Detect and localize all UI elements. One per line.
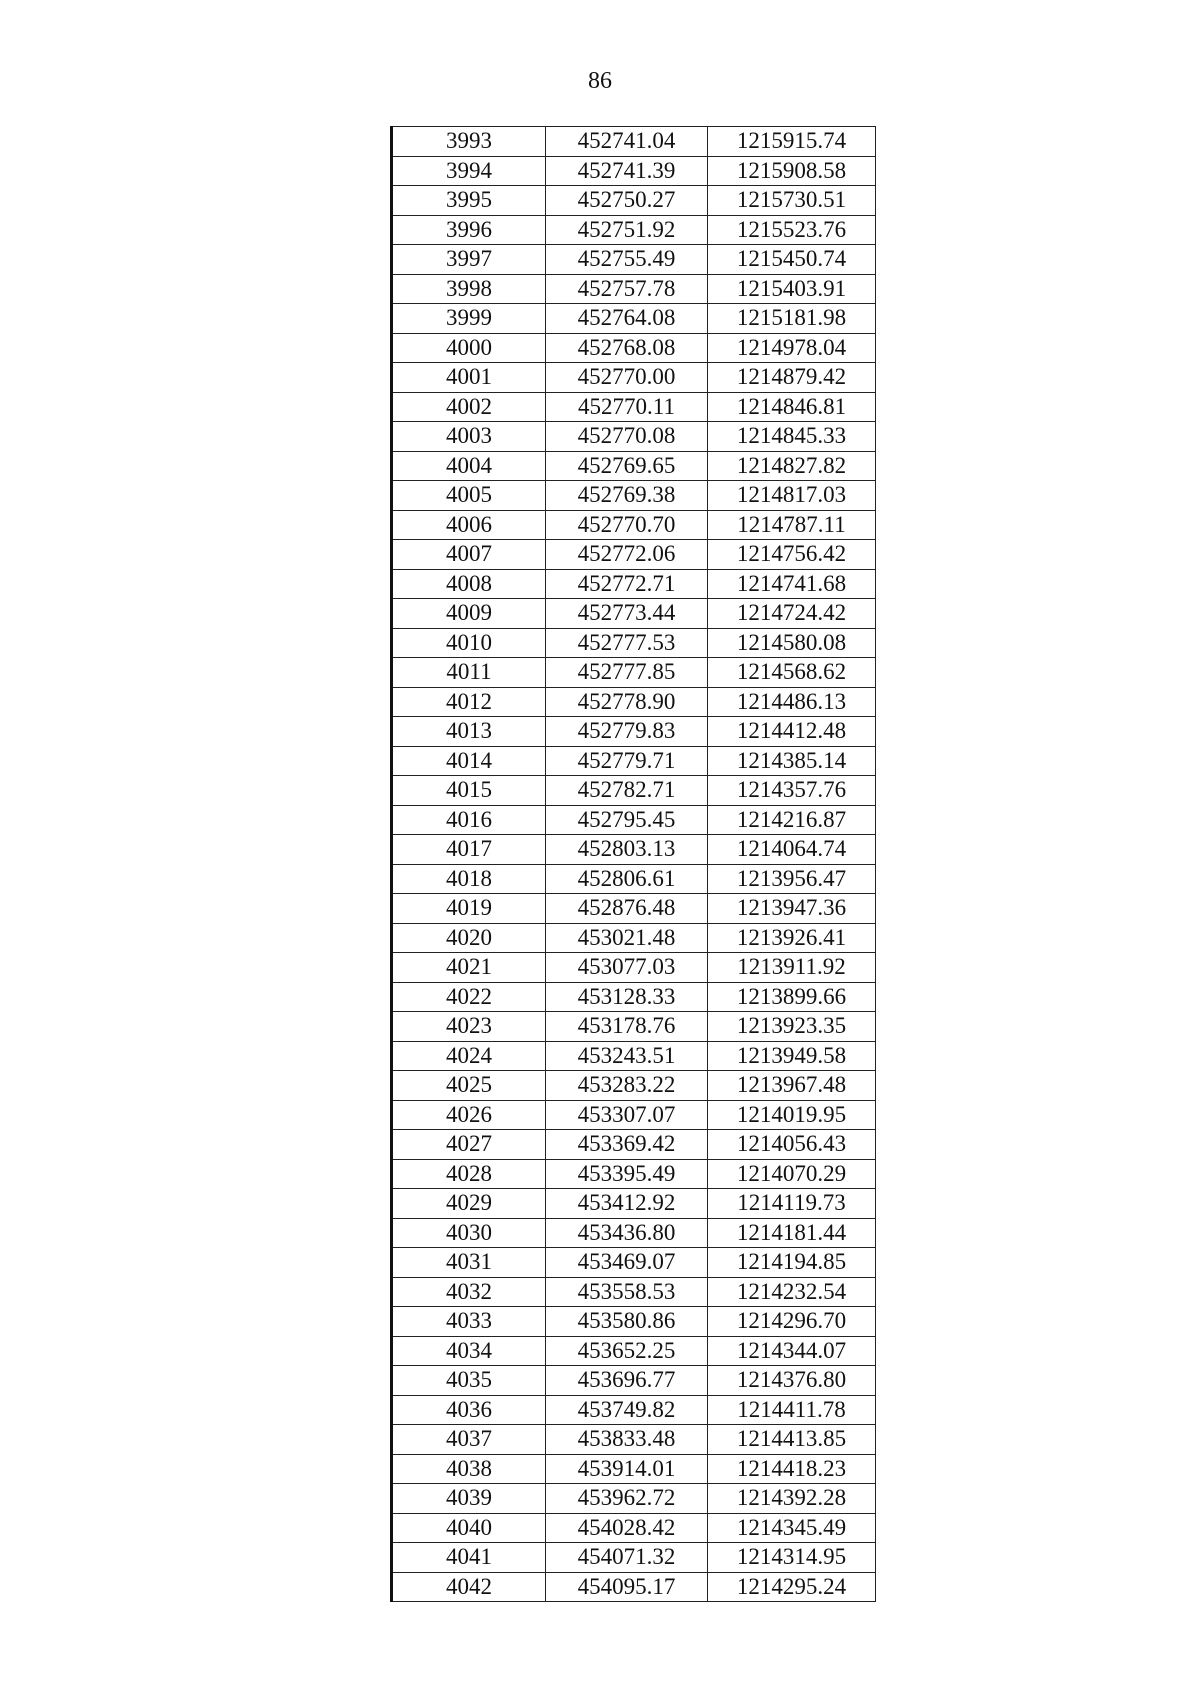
x-coordinate-cell: 452755.49 [546, 245, 708, 275]
point-number-cell: 4035 [392, 1366, 546, 1396]
y-coordinate-cell: 1214295.24 [708, 1572, 876, 1602]
table-row [392, 982, 876, 1012]
coordinates-table [390, 126, 876, 1602]
table-row [392, 1218, 876, 1248]
table-row [392, 776, 876, 806]
x-coordinate-cell: 454071.32 [546, 1543, 708, 1573]
y-coordinate-cell: 1214741.68 [708, 569, 876, 599]
table-row [392, 481, 876, 511]
point-number-cell: 4038 [392, 1454, 546, 1484]
table-row [392, 1543, 876, 1573]
y-coordinate-cell: 1214411.78 [708, 1395, 876, 1425]
y-coordinate-cell: 1214181.44 [708, 1218, 876, 1248]
point-number-cell: 4009 [392, 599, 546, 629]
point-number-cell: 3994 [392, 156, 546, 186]
table-row [392, 363, 876, 393]
table-row [392, 1454, 876, 1484]
x-coordinate-cell: 453558.53 [546, 1277, 708, 1307]
table-row [392, 451, 876, 481]
table-row [392, 1012, 876, 1042]
x-coordinate-cell: 453652.25 [546, 1336, 708, 1366]
y-coordinate-cell: 1214194.85 [708, 1248, 876, 1278]
point-number-cell: 4000 [392, 333, 546, 363]
y-coordinate-cell: 1213947.36 [708, 894, 876, 924]
y-coordinate-cell: 1214846.81 [708, 392, 876, 422]
y-coordinate-cell: 1214296.70 [708, 1307, 876, 1337]
point-number-cell: 4012 [392, 687, 546, 717]
y-coordinate-cell: 1214418.23 [708, 1454, 876, 1484]
point-number-cell: 3993 [392, 127, 546, 157]
table-row [392, 1071, 876, 1101]
table-row [392, 245, 876, 275]
y-coordinate-cell: 1215523.76 [708, 215, 876, 245]
y-coordinate-cell: 1215915.74 [708, 127, 876, 157]
point-number-cell: 4010 [392, 628, 546, 658]
y-coordinate-cell: 1214385.14 [708, 746, 876, 776]
point-number-cell: 4030 [392, 1218, 546, 1248]
table-row [392, 156, 876, 186]
point-number-cell: 4025 [392, 1071, 546, 1101]
x-coordinate-cell: 453369.42 [546, 1130, 708, 1160]
y-coordinate-cell: 1215450.74 [708, 245, 876, 275]
table-row [392, 422, 876, 452]
table-row [392, 864, 876, 894]
point-number-cell: 4005 [392, 481, 546, 511]
x-coordinate-cell: 453178.76 [546, 1012, 708, 1042]
point-number-cell: 3996 [392, 215, 546, 245]
table-row [392, 805, 876, 835]
point-number-cell: 4041 [392, 1543, 546, 1573]
point-number-cell: 4039 [392, 1484, 546, 1514]
table-row [392, 1189, 876, 1219]
point-number-cell: 4006 [392, 510, 546, 540]
point-number-cell: 4037 [392, 1425, 546, 1455]
table-row [392, 1159, 876, 1189]
table-row [392, 953, 876, 983]
y-coordinate-cell: 1214392.28 [708, 1484, 876, 1514]
y-coordinate-cell: 1215403.91 [708, 274, 876, 304]
y-coordinate-cell: 1214787.11 [708, 510, 876, 540]
table-row [392, 510, 876, 540]
y-coordinate-cell: 1214376.80 [708, 1366, 876, 1396]
x-coordinate-cell: 452770.00 [546, 363, 708, 393]
x-coordinate-cell: 453436.80 [546, 1218, 708, 1248]
x-coordinate-cell: 452772.71 [546, 569, 708, 599]
point-number-cell: 4016 [392, 805, 546, 835]
coordinates-table-body [392, 127, 876, 1602]
x-coordinate-cell: 452770.70 [546, 510, 708, 540]
point-number-cell: 4022 [392, 982, 546, 1012]
table-row [392, 127, 876, 157]
table-row [392, 540, 876, 570]
y-coordinate-cell: 1213926.41 [708, 923, 876, 953]
y-coordinate-cell: 1214827.82 [708, 451, 876, 481]
y-coordinate-cell: 1214119.73 [708, 1189, 876, 1219]
point-number-cell: 4001 [392, 363, 546, 393]
x-coordinate-cell: 453962.72 [546, 1484, 708, 1514]
y-coordinate-cell: 1214019.95 [708, 1100, 876, 1130]
point-number-cell: 4014 [392, 746, 546, 776]
x-coordinate-cell: 452876.48 [546, 894, 708, 924]
y-coordinate-cell: 1213956.47 [708, 864, 876, 894]
table-row [392, 717, 876, 747]
x-coordinate-cell: 452772.06 [546, 540, 708, 570]
table-row [392, 274, 876, 304]
table-row [392, 1425, 876, 1455]
x-coordinate-cell: 454028.42 [546, 1513, 708, 1543]
y-coordinate-cell: 1215181.98 [708, 304, 876, 334]
x-coordinate-cell: 452806.61 [546, 864, 708, 894]
y-coordinate-cell: 1214056.43 [708, 1130, 876, 1160]
point-number-cell: 4004 [392, 451, 546, 481]
table-row [392, 1513, 876, 1543]
x-coordinate-cell: 453580.86 [546, 1307, 708, 1337]
point-number-cell: 4008 [392, 569, 546, 599]
table-row [392, 1336, 876, 1366]
table-row [392, 1572, 876, 1602]
point-number-cell: 4017 [392, 835, 546, 865]
point-number-cell: 4021 [392, 953, 546, 983]
point-number-cell: 4020 [392, 923, 546, 953]
x-coordinate-cell: 453128.33 [546, 982, 708, 1012]
y-coordinate-cell: 1214817.03 [708, 481, 876, 511]
point-number-cell: 4033 [392, 1307, 546, 1337]
y-coordinate-cell: 1214412.48 [708, 717, 876, 747]
point-number-cell: 4023 [392, 1012, 546, 1042]
point-number-cell: 4042 [392, 1572, 546, 1602]
point-number-cell: 4018 [392, 864, 546, 894]
point-number-cell: 3999 [392, 304, 546, 334]
point-number-cell: 4019 [392, 894, 546, 924]
table-row [392, 923, 876, 953]
table-row [392, 1041, 876, 1071]
y-coordinate-cell: 1214070.29 [708, 1159, 876, 1189]
table-row [392, 687, 876, 717]
y-coordinate-cell: 1213911.92 [708, 953, 876, 983]
x-coordinate-cell: 453077.03 [546, 953, 708, 983]
x-coordinate-cell: 453021.48 [546, 923, 708, 953]
y-coordinate-cell: 1213899.66 [708, 982, 876, 1012]
y-coordinate-cell: 1214344.07 [708, 1336, 876, 1366]
table-row [392, 1248, 876, 1278]
table-row [392, 186, 876, 216]
point-number-cell: 4034 [392, 1336, 546, 1366]
x-coordinate-cell: 452779.83 [546, 717, 708, 747]
point-number-cell: 4031 [392, 1248, 546, 1278]
point-number-cell: 4007 [392, 540, 546, 570]
table-row [392, 746, 876, 776]
y-coordinate-cell: 1214845.33 [708, 422, 876, 452]
table-row [392, 1130, 876, 1160]
y-coordinate-cell: 1214232.54 [708, 1277, 876, 1307]
y-coordinate-cell: 1214978.04 [708, 333, 876, 363]
point-number-cell: 4036 [392, 1395, 546, 1425]
y-coordinate-cell: 1214314.95 [708, 1543, 876, 1573]
x-coordinate-cell: 452773.44 [546, 599, 708, 629]
table-row [392, 1366, 876, 1396]
point-number-cell: 4024 [392, 1041, 546, 1071]
table-row [392, 1277, 876, 1307]
y-coordinate-cell: 1214064.74 [708, 835, 876, 865]
table-row [392, 1307, 876, 1337]
x-coordinate-cell: 452751.92 [546, 215, 708, 245]
y-coordinate-cell: 1214413.85 [708, 1425, 876, 1455]
x-coordinate-cell: 452741.39 [546, 156, 708, 186]
point-number-cell: 4013 [392, 717, 546, 747]
x-coordinate-cell: 452803.13 [546, 835, 708, 865]
point-number-cell: 4032 [392, 1277, 546, 1307]
y-coordinate-cell: 1214879.42 [708, 363, 876, 393]
x-coordinate-cell: 453749.82 [546, 1395, 708, 1425]
y-coordinate-cell: 1214756.42 [708, 540, 876, 570]
table-row [392, 304, 876, 334]
x-coordinate-cell: 453243.51 [546, 1041, 708, 1071]
x-coordinate-cell: 452779.71 [546, 746, 708, 776]
table-row [392, 1100, 876, 1130]
point-number-cell: 4028 [392, 1159, 546, 1189]
point-number-cell: 4011 [392, 658, 546, 688]
y-coordinate-cell: 1213923.35 [708, 1012, 876, 1042]
x-coordinate-cell: 453283.22 [546, 1071, 708, 1101]
table-row [392, 628, 876, 658]
x-coordinate-cell: 452757.78 [546, 274, 708, 304]
x-coordinate-cell: 452795.45 [546, 805, 708, 835]
x-coordinate-cell: 453307.07 [546, 1100, 708, 1130]
x-coordinate-cell: 452741.04 [546, 127, 708, 157]
y-coordinate-cell: 1213967.48 [708, 1071, 876, 1101]
x-coordinate-cell: 452764.08 [546, 304, 708, 334]
y-coordinate-cell: 1214568.62 [708, 658, 876, 688]
x-coordinate-cell: 452778.90 [546, 687, 708, 717]
point-number-cell: 4040 [392, 1513, 546, 1543]
y-coordinate-cell: 1213949.58 [708, 1041, 876, 1071]
point-number-cell: 4003 [392, 422, 546, 452]
table-row [392, 215, 876, 245]
table-row [392, 894, 876, 924]
x-coordinate-cell: 452770.08 [546, 422, 708, 452]
point-number-cell: 4029 [392, 1189, 546, 1219]
x-coordinate-cell: 452769.38 [546, 481, 708, 511]
table-row [392, 569, 876, 599]
table-row [392, 835, 876, 865]
x-coordinate-cell: 453914.01 [546, 1454, 708, 1484]
point-number-cell: 3995 [392, 186, 546, 216]
table-row [392, 599, 876, 629]
x-coordinate-cell: 452777.85 [546, 658, 708, 688]
x-coordinate-cell: 452777.53 [546, 628, 708, 658]
table-row [392, 1484, 876, 1514]
y-coordinate-cell: 1215730.51 [708, 186, 876, 216]
point-number-cell: 4027 [392, 1130, 546, 1160]
table-row [392, 658, 876, 688]
x-coordinate-cell: 452769.65 [546, 451, 708, 481]
x-coordinate-cell: 452750.27 [546, 186, 708, 216]
table-row [392, 333, 876, 363]
y-coordinate-cell: 1214486.13 [708, 687, 876, 717]
point-number-cell: 4002 [392, 392, 546, 422]
x-coordinate-cell: 454095.17 [546, 1572, 708, 1602]
x-coordinate-cell: 453696.77 [546, 1366, 708, 1396]
x-coordinate-cell: 453833.48 [546, 1425, 708, 1455]
point-number-cell: 3998 [392, 274, 546, 304]
page-number: 86 [588, 68, 612, 94]
x-coordinate-cell: 453412.92 [546, 1189, 708, 1219]
y-coordinate-cell: 1214357.76 [708, 776, 876, 806]
x-coordinate-cell: 453395.49 [546, 1159, 708, 1189]
x-coordinate-cell: 452768.08 [546, 333, 708, 363]
x-coordinate-cell: 453469.07 [546, 1248, 708, 1278]
point-number-cell: 4015 [392, 776, 546, 806]
y-coordinate-cell: 1214345.49 [708, 1513, 876, 1543]
y-coordinate-cell: 1214724.42 [708, 599, 876, 629]
point-number-cell: 4026 [392, 1100, 546, 1130]
y-coordinate-cell: 1214216.87 [708, 805, 876, 835]
table-row [392, 1395, 876, 1425]
y-coordinate-cell: 1214580.08 [708, 628, 876, 658]
point-number-cell: 3997 [392, 245, 546, 275]
y-coordinate-cell: 1215908.58 [708, 156, 876, 186]
table-row [392, 392, 876, 422]
x-coordinate-cell: 452782.71 [546, 776, 708, 806]
x-coordinate-cell: 452770.11 [546, 392, 708, 422]
